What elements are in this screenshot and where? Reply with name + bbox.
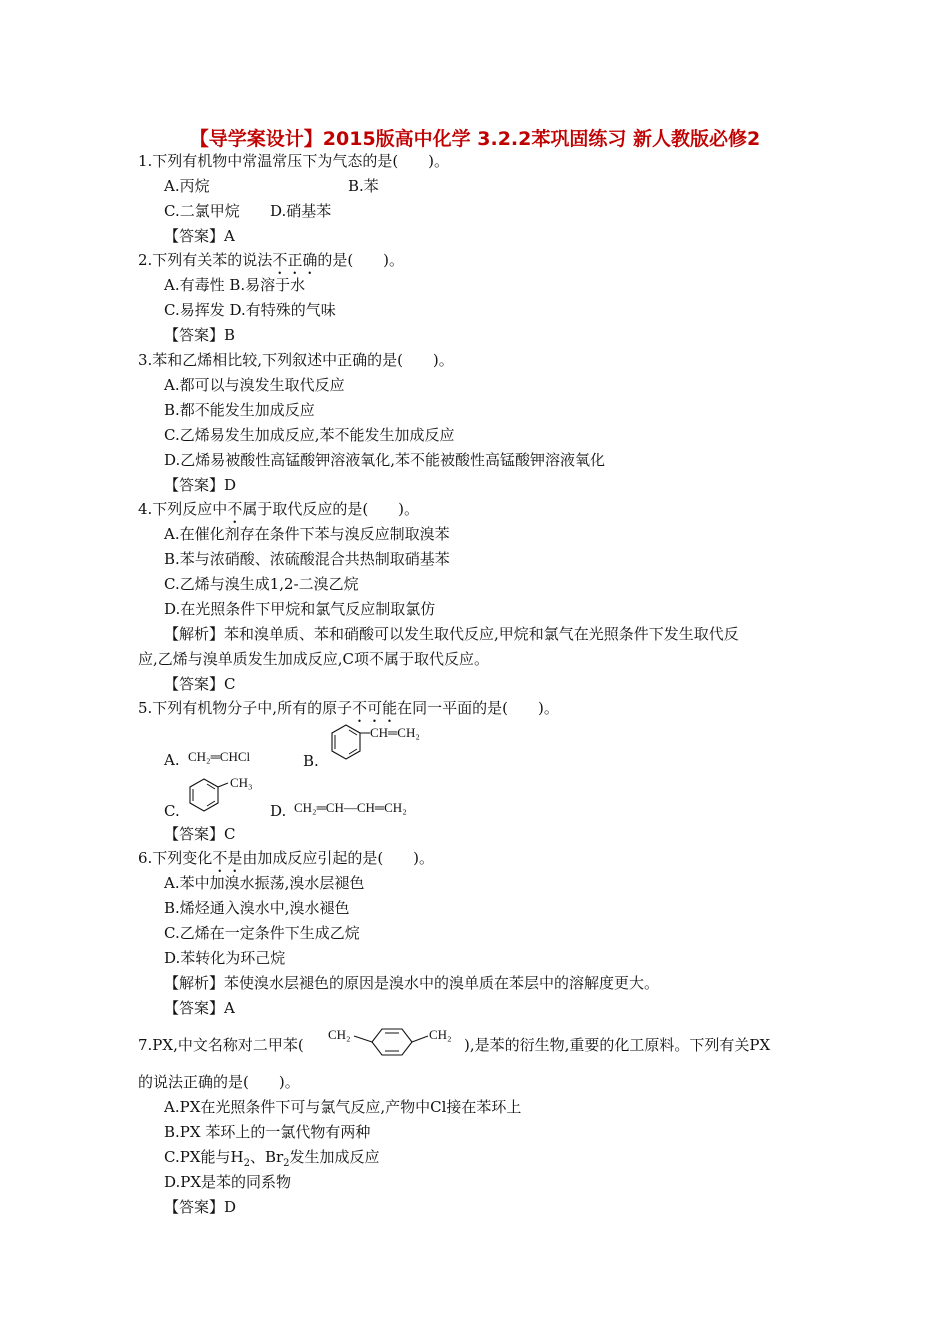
answer-tag: 【答案】 [164, 999, 225, 1017]
answer-tag: 【答案】 [164, 227, 225, 245]
analysis-tag: 【解析】 [164, 625, 225, 643]
question-7-line-2: 的说法正确的是( )。 [138, 1073, 300, 1091]
q4-option-a: A.在催化剂存在条件下苯与溴反应制取溴苯 [164, 525, 450, 543]
q1-option-b: B.苯 [348, 177, 379, 195]
q4-analysis-line-1 [164, 623, 739, 645]
q3-option-d: D.乙烯易被酸性高锰酸钾溶液氧化,苯不能被酸性高锰酸钾溶液氧化 [164, 451, 606, 469]
question-text: 4.下列反应中 [138, 500, 228, 518]
structure-butadiene-formula: CH₂═CH—CH═CH₂ [294, 800, 407, 815]
answer-tag: 【答案】 [164, 326, 225, 344]
subscript: 2 [283, 1158, 290, 1169]
q6-answer [164, 997, 235, 1019]
q6-analysis [164, 972, 659, 994]
structure-p-xylene [326, 1020, 466, 1064]
q2-options-cd: C.易挥发 D.有特殊的气味 [164, 301, 336, 319]
question-text: 的是( )。 [317, 251, 405, 269]
emphasis-text: 不可能 [352, 699, 398, 717]
option-text: 发生加成反应 [289, 1148, 380, 1166]
styrene-ring-svg [322, 722, 442, 770]
answer-tag: 【答案】 [164, 1198, 225, 1216]
q1-answer [164, 225, 235, 247]
answer-value: C [224, 825, 236, 843]
answer-value: D [224, 1198, 237, 1216]
question-text: 在同一平面的是( )。 [397, 699, 559, 717]
q1-option-c: C.二氯甲烷 [164, 202, 240, 220]
q3-answer [164, 474, 236, 496]
answer-value: A [224, 227, 235, 245]
emphasis-text: 不是 [212, 849, 243, 867]
styrene-substituent: CH═CH₂ [370, 725, 420, 740]
question-text: 5.下列有机物分子中,所有的原子 [138, 699, 353, 717]
question-text: 6.下列变化 [138, 849, 213, 867]
question-1: 1.下列有机物中常温常压下为气态的是( )。 [138, 152, 450, 170]
q5-answer [164, 823, 236, 845]
q6-option-d: D.苯转化为环己烷 [164, 949, 286, 967]
option-text: C.PX能与H [164, 1148, 244, 1166]
answer-value: C [224, 675, 236, 693]
q1-option-d: D.硝基苯 [270, 202, 332, 220]
analysis-tag: 【解析】 [164, 974, 225, 992]
q5-label-c: C. [164, 802, 180, 820]
q7-option-a: A.PX在光照条件下可与氯气反应,产物中Cl接在苯环上 [164, 1098, 522, 1116]
emphasis-text: 不 [227, 500, 243, 518]
answer-value: B [224, 326, 236, 344]
q1-option-a: A.丙烷 [164, 177, 210, 195]
q3-option-b: B.都不能发生加成反应 [164, 401, 315, 419]
analysis-text: 苯和溴单质、苯和硝酸可以发生取代反应,甲烷和氯气在光照条件下发生取代反 [224, 625, 739, 643]
answer-value: D [224, 476, 237, 494]
q2-options-ab: A.有毒性 B.易溶于水 [164, 276, 306, 294]
answer-tag: 【答案】 [164, 476, 225, 494]
q7-option-d: D.PX是苯的同系物 [164, 1173, 292, 1191]
analysis-text: 苯使溴水层褪色的原因是溴水中的溴单质在苯层中的溶解度更大。 [224, 974, 660, 992]
question-text: 属于取代反应的是( )。 [242, 500, 420, 518]
structure-styrene [322, 722, 442, 770]
answer-tag: 【答案】 [164, 825, 225, 843]
structure-vinyl-chloride-formula: CH₂═CHCl [188, 749, 251, 764]
toluene-ring-svg [180, 772, 270, 820]
q6-option-a: A.苯中加溴水振荡,溴水层褪色 [164, 874, 365, 892]
q7-answer [164, 1196, 236, 1218]
answer-tag: 【答案】 [164, 675, 225, 693]
subscript: 2 [243, 1158, 250, 1169]
question-7-part-1: 7.PX,中文名称对二甲苯( [138, 1036, 304, 1054]
q6-option-c: C.乙烯在一定条件下生成乙烷 [164, 924, 360, 942]
emphasis-text: 不正确 [272, 251, 318, 269]
q4-option-d: D.在光照条件下甲烷和氯气反应制取氯仿 [164, 600, 436, 618]
q7-option-b: B.PX 苯环上的一氯代物有两种 [164, 1123, 371, 1141]
structure-vinyl-chloride [186, 746, 276, 768]
q4-answer [164, 673, 236, 695]
document-title: 【导学案设计】2015版高中化学 3.2.2苯巩固练习 新人教版必修2 [189, 128, 761, 150]
option-text: 、Br [249, 1148, 284, 1166]
q6-option-b: B.烯烃通入溴水中,溴水褪色 [164, 899, 350, 917]
q5-label-b: B. [303, 752, 319, 770]
p-xylene-svg [326, 1020, 466, 1064]
q4-option-c: C.乙烯与溴生成1,2-二溴乙烷 [164, 575, 359, 593]
p-xylene-left-group: CH₂ [328, 1027, 351, 1042]
question-7-part-2: ),是苯的衍生物,重要的化工原料。下列有关PX [464, 1036, 771, 1054]
q2-answer [164, 324, 235, 346]
q3-option-c: C.乙烯易发生加成反应,苯不能发生加成反应 [164, 426, 455, 444]
q5-label-d: D. [270, 802, 287, 820]
toluene-substituent: CH₃ [230, 775, 253, 790]
structure-butadiene [292, 797, 442, 819]
question-text: 2.下列有关苯的说法 [138, 251, 273, 269]
q4-option-b: B.苯与浓硝酸、浓硫酸混合共热制取硝基苯 [164, 550, 450, 568]
answer-value: A [224, 999, 235, 1017]
structure-toluene [180, 772, 270, 820]
q3-option-a: A.都可以与溴发生取代反应 [164, 376, 345, 394]
q4-analysis-line-2: 应,乙烯与溴单质发生加成反应,C项不属于取代反应。 [138, 650, 490, 668]
question-text: 由加成反应引起的是( )。 [242, 849, 435, 867]
q5-label-a: A. [164, 751, 180, 769]
question-3: 3.苯和乙烯相比较,下列叙述中正确的是( )。 [138, 351, 454, 369]
p-xylene-right-group: CH₂ [429, 1027, 452, 1042]
